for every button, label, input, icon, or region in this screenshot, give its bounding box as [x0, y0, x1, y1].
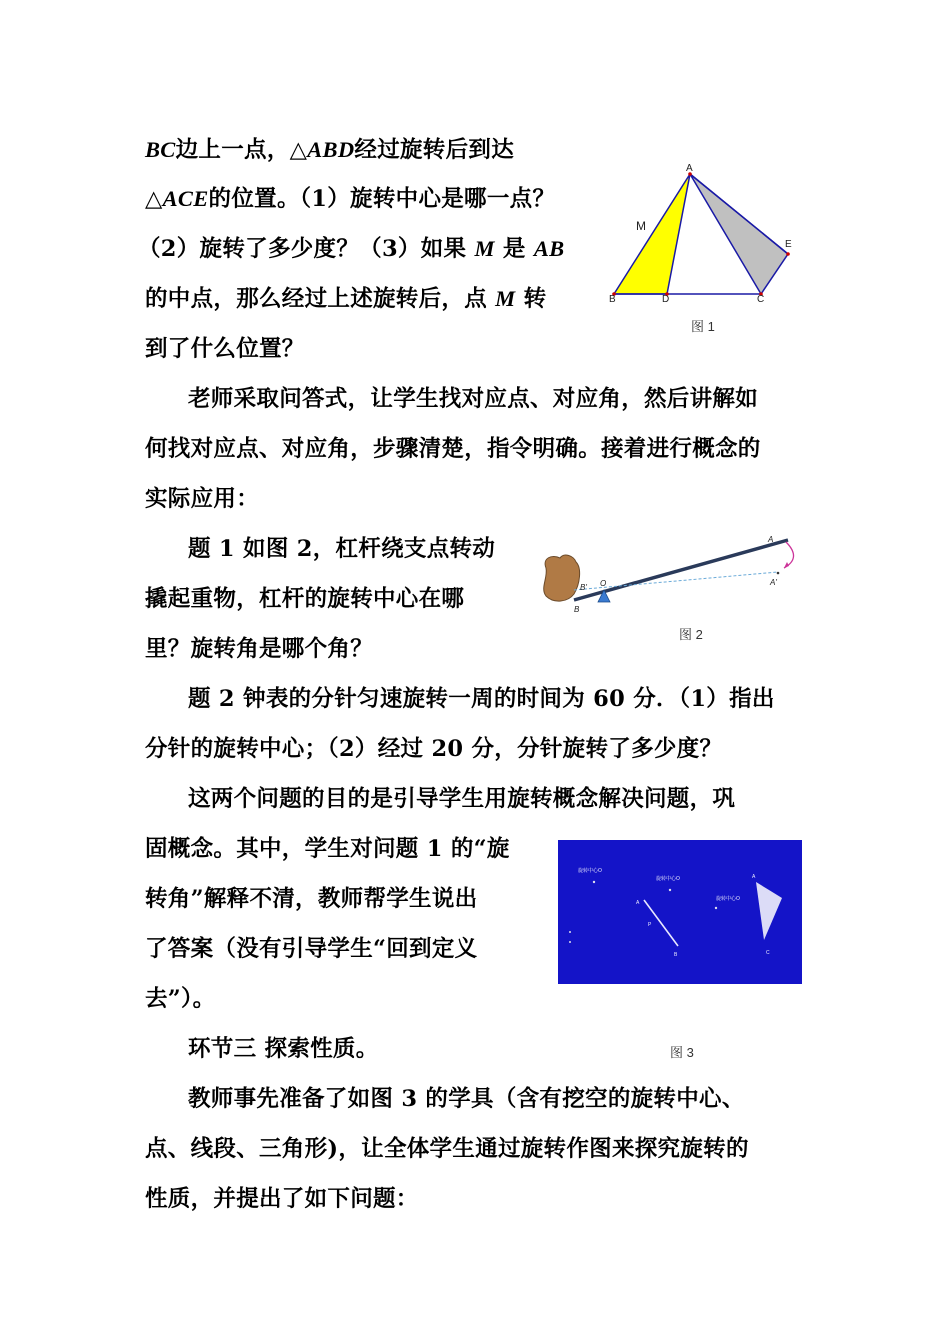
math-var: BC	[145, 137, 176, 162]
label-b: B	[574, 605, 580, 614]
text-line: 去”）。	[145, 986, 216, 1012]
figure-1-caption: 图 1	[691, 319, 715, 334]
figure-3-photo	[558, 840, 802, 984]
label-o: O	[600, 579, 607, 588]
label-b-prime: B'	[580, 583, 587, 592]
center-hole-1	[593, 881, 595, 883]
label-b: B	[609, 294, 616, 304]
text-span: 的中点，那么经过上述旋转后，点	[145, 286, 496, 312]
center-hole-3	[715, 907, 717, 909]
center-hole-2	[669, 889, 671, 891]
text-span: （2）旋转了多少度？（3）如果	[138, 236, 475, 262]
label-c-tri: C	[766, 950, 770, 956]
figure-1-diagram	[604, 162, 804, 304]
math-var: M	[474, 236, 495, 261]
text-span: 边上一点，△	[175, 137, 308, 163]
triangle-ace	[690, 174, 788, 294]
figure-3	[558, 840, 802, 984]
label-a-seg: A	[636, 900, 640, 906]
text-line: 教师事先准备了如图 3 的学具（含有挖空的旋转中心、	[188, 1086, 745, 1112]
triangle-abd	[614, 174, 690, 294]
text-line: 转角”解释不清，教师帮学生说出	[145, 886, 478, 912]
label-p: P	[648, 922, 652, 928]
figure-1	[604, 162, 804, 304]
text-line: 里？旋转角是哪个角？	[145, 636, 374, 662]
text-line: 老师采取问答式，让学生找对应点、对应角，然后讲解如	[188, 386, 759, 412]
label-center-1: 旋转中心O	[578, 868, 602, 874]
math-var: ACE	[162, 186, 209, 211]
label-e: E	[785, 239, 792, 250]
text-line: 题 2 钟表的分针匀速旋转一周的时间为 60 分．（1）指出	[188, 686, 775, 712]
figure-2-diagram	[540, 528, 810, 618]
label-a: A	[768, 535, 774, 544]
figure-2	[540, 528, 810, 618]
text-span: 的位置。（1）旋转中心是哪一点？	[208, 186, 556, 212]
text-line: 实际应用：	[145, 486, 260, 512]
text-line: 何找对应点、对应角，步骤清楚，指令明确。接着进行概念的	[145, 436, 761, 462]
label-a: A	[686, 163, 693, 174]
text-line: 点、线段、三角形)，让全体学生通过旋转作图来探究旋转的	[145, 1136, 749, 1162]
lever-bar	[574, 540, 788, 600]
text-line: 固概念。其中，学生对问题 1 的“旋	[145, 836, 510, 862]
math-var: ABD	[307, 137, 355, 162]
rotation-arc	[784, 542, 794, 568]
text-span: 经过旋转后到达	[354, 137, 515, 163]
text-span: 转	[515, 286, 547, 312]
weight-rock	[544, 555, 580, 601]
text-line: 撬起重物，杠杆的旋转中心在哪	[145, 586, 465, 612]
label-a-tri: A	[752, 874, 756, 880]
text-line	[138, 234, 564, 264]
point-e	[786, 252, 790, 256]
text-line: 到了什么位置？	[145, 336, 305, 362]
point-hole-2	[569, 941, 571, 943]
figure-3-caption: 图 3	[670, 1045, 694, 1060]
label-center-2: 旋转中心O	[656, 876, 680, 882]
label-d: D	[662, 294, 670, 304]
section-heading: 环节三 探索性质。	[188, 1036, 379, 1062]
text-span: △	[145, 186, 163, 212]
figure-2-caption: 图 2	[679, 627, 703, 642]
label-c: C	[757, 294, 765, 304]
label-center-3: 旋转中心O	[716, 896, 740, 902]
text-line	[145, 284, 546, 314]
label-m: M	[636, 219, 646, 233]
point-a-prime	[777, 572, 780, 575]
text-line	[145, 135, 514, 165]
point-hole-1	[569, 931, 571, 933]
math-var: AB	[533, 236, 565, 261]
text-line: 这两个问题的目的是引导学生用旋转概念解决问题，巩	[188, 786, 736, 812]
text-span: 是	[494, 236, 534, 262]
text-line: 分针的旋转中心；（2）经过 20 分，分针旋转了多少度？	[145, 736, 723, 762]
label-a-prime: A'	[770, 578, 777, 587]
math-var: M	[495, 286, 516, 311]
text-line	[145, 184, 555, 214]
label-b-seg: B	[674, 952, 678, 958]
text-line: 题 1 如图 2，杠杆绕支点转动	[188, 536, 496, 562]
text-line: 了答案（没有引导学生“回到定义	[145, 936, 478, 962]
text-line: 性质，并提出了如下问题：	[145, 1186, 419, 1212]
